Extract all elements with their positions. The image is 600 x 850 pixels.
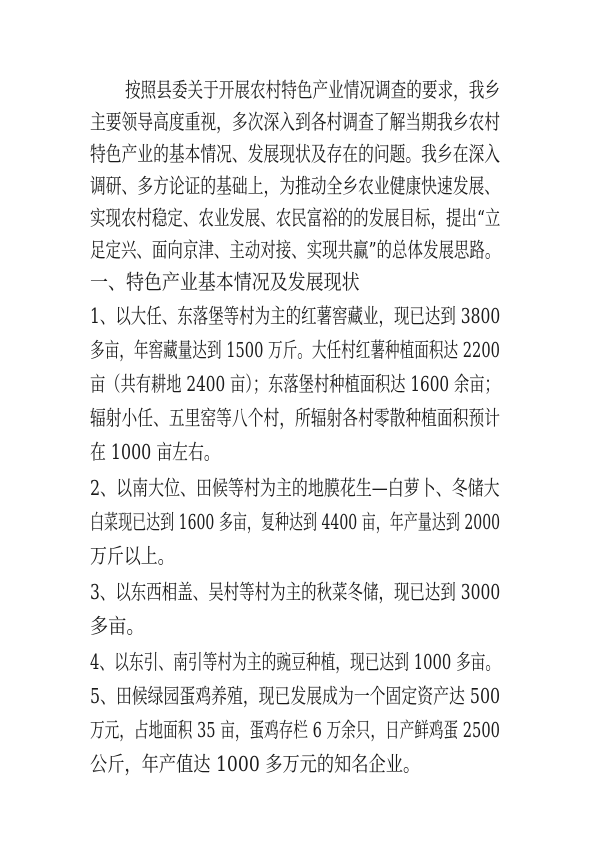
item-1-line: 辐射小任、五里窑等八个村，所辐射各村零散种植面积预计 <box>90 406 500 430</box>
intro-line: 足定兴、面向京津、主动对接、实现共赢”的总体发展思路。 <box>90 238 501 262</box>
item-4-line: 4、以东引、南引等村为主的豌豆种植，现已达到 1000 多亩。 <box>90 650 501 674</box>
item-2-line: 2、以南大位、田候等村为主的地膜花生—白萝卜、冬储大 <box>90 476 500 500</box>
intro-line: 按照县委关于开展农村特色产业情况调查的要求，我乡 <box>125 78 500 102</box>
intro-line: 特色产业的基本情况、发展现状及存在的问题。我乡在深入 <box>90 142 500 166</box>
item-2-line: 万斤以上。 <box>90 544 175 568</box>
item-1-line: 多亩，年窖藏量达到 1500 万斤。大任村红薯种植面积达 2200 <box>90 338 500 362</box>
item-1-line: 1、以大任、东落堡等村为主的红薯窖藏业，现已达到 3800 <box>90 304 501 328</box>
intro-line: 实现农村稳定、农业发展、农民富裕的的发展目标，提出“立 <box>90 206 501 230</box>
item-5-line: 5、田候绿园蛋鸡养殖，现已发展成为一个固定资产达 500 <box>90 684 501 708</box>
item-3-line: 3、以东西相盖、吴村等村为主的秋菜冬储，现已达到 3000 <box>90 580 501 604</box>
item-5-line: 公斤，年产值达 1000 多万元的知名企业。 <box>90 752 421 776</box>
intro-line: 调研、多方论证的基础上，为推动全乡农业健康快速发展、 <box>90 174 500 198</box>
intro-line: 主要领导高度重视，多次深入到各村调查了解当期我乡农村 <box>90 110 500 134</box>
item-3-line: 多亩。 <box>90 614 145 638</box>
item-5-line: 万元，占地面积 35 亩，蛋鸡存栏 6 万余只，日产鲜鸡蛋 2500 <box>90 718 500 742</box>
item-1-line: 亩（共有耕地 2400 亩）；东落堡村种植面积达 1600 余亩； <box>90 372 500 396</box>
item-2-line: 白菜现已达到 1600 多亩，复种达到 4400 亩，年产量达到 2000 <box>90 510 501 534</box>
section-heading: 一、特色产业基本情况及发展现状 <box>90 270 360 294</box>
item-1-line: 在 1000 亩左右。 <box>90 440 220 464</box>
